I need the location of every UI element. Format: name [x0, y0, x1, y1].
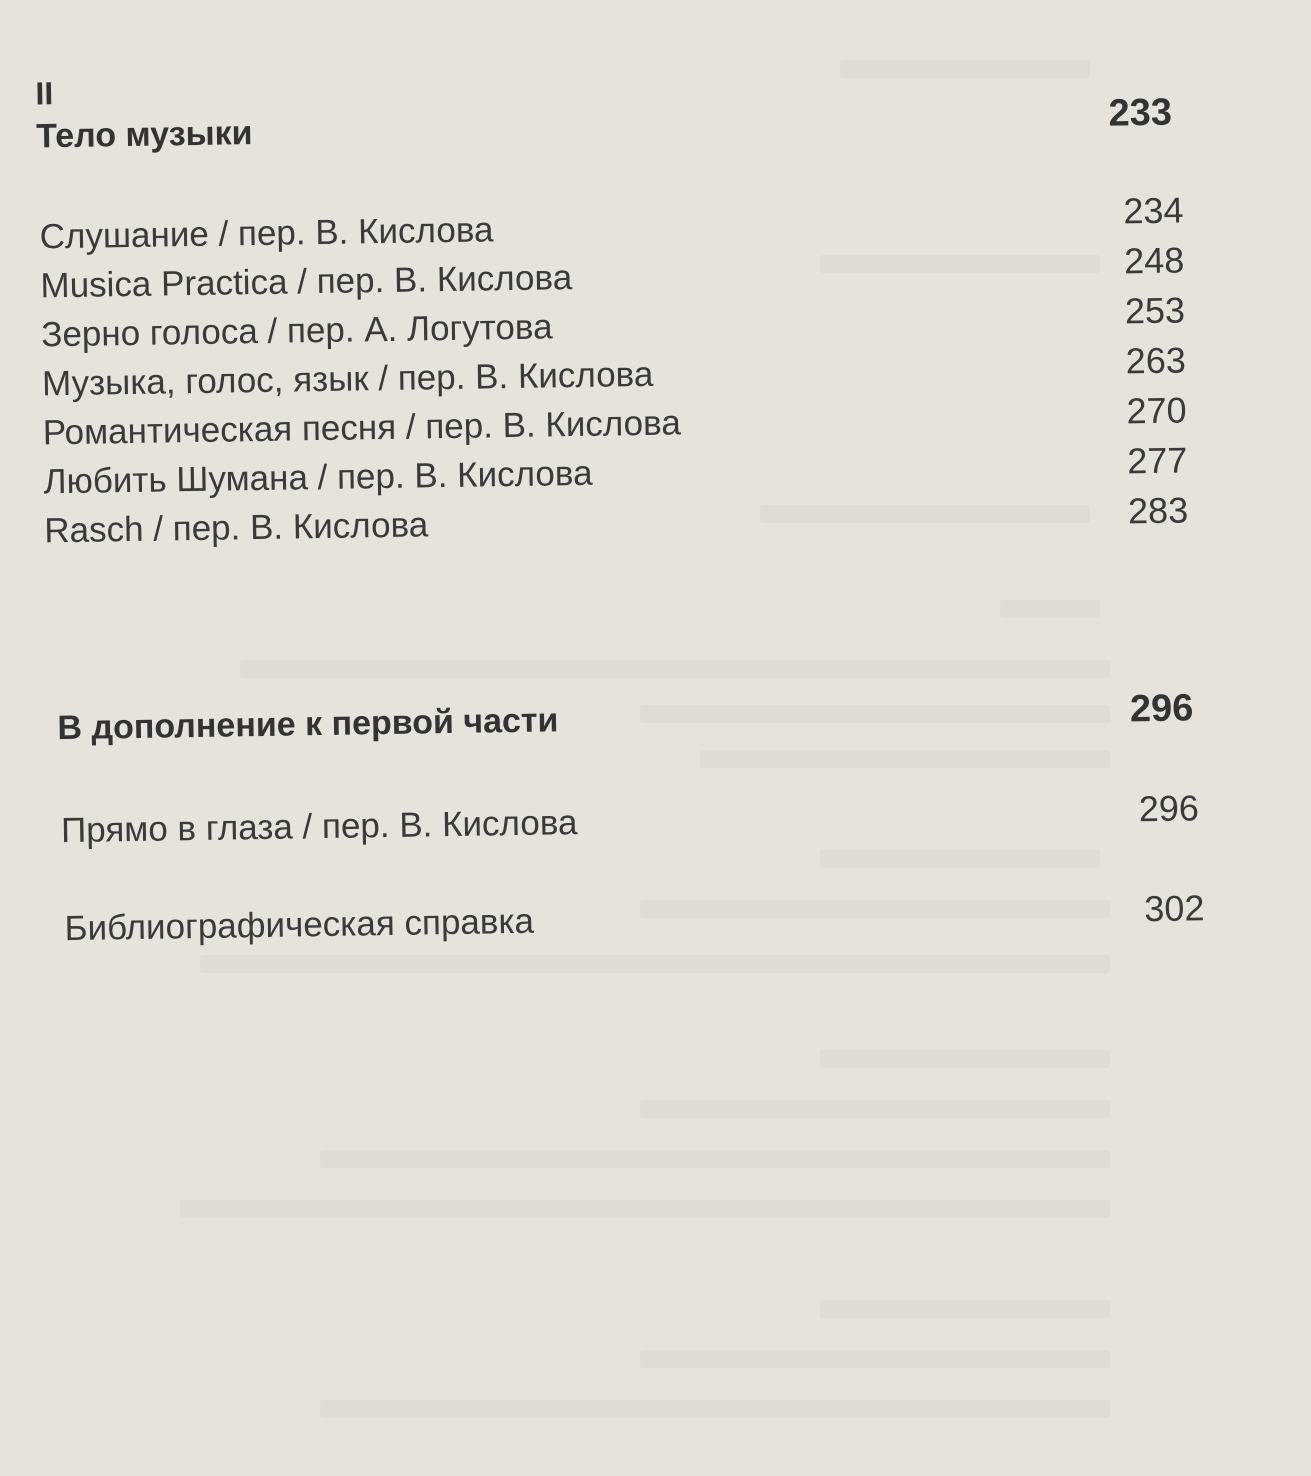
toc-entry-title: Любить Шумана / пер. В. Кислова	[43, 453, 593, 502]
part-page-number: 233	[1108, 91, 1173, 135]
supplement-title: В дополнение к первой части	[57, 701, 559, 748]
toc-entry-title: Зерно голоса / пер. А. Логутова	[40, 307, 553, 355]
toc-entry-page: 296	[1138, 787, 1200, 830]
bibliography-page-number: 302	[1144, 887, 1205, 930]
toc-entry-page: 270	[1126, 389, 1187, 432]
toc-entry-page: 263	[1125, 339, 1187, 382]
toc-entry-title: Rasch / пер. В. Кислова	[44, 505, 429, 551]
part-title: Тело музыки	[35, 114, 253, 156]
toc-entry-page: 277	[1126, 439, 1188, 482]
toc-entry-page: 248	[1123, 239, 1185, 282]
bibliography-title: Библиографическая справка	[64, 901, 535, 949]
toc-entry-title: Музыка, голос, язык / пер. В. Кислова	[41, 354, 654, 404]
toc-entry-page: 234	[1123, 189, 1184, 232]
toc-entry-page: 253	[1124, 289, 1186, 332]
toc-entry-title: Прямо в глаза / пер. В. Кислова	[60, 803, 578, 851]
part-numeral: II	[35, 75, 54, 112]
toc-entry-title: Слушание / пер. В. Кислова	[39, 210, 494, 257]
toc-entry-title: Романтическая песня / пер. В. Кислова	[42, 403, 682, 453]
supplement-page-number: 296	[1129, 687, 1194, 731]
toc-entry-page: 283	[1127, 489, 1189, 532]
toc-entry-title: Musica Practica / пер. В. Кислова	[40, 258, 573, 306]
